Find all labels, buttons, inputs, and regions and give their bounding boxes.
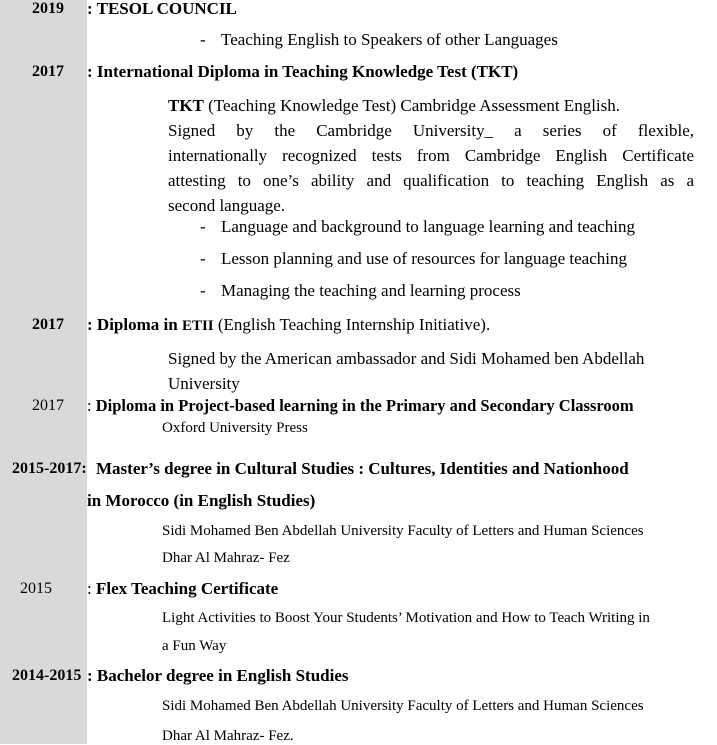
entry-year: 2017 [32, 63, 64, 80]
entry-year: 2017 [32, 316, 64, 333]
entry-title: : Diploma in ETII (English Teaching Internship Initiative). [87, 315, 491, 334]
entry-description: Light Activities to Boost Your Students’ Motivation and How to Teach Writing in [162, 610, 650, 626]
entry-title: : Flex Teaching Certificate [87, 579, 279, 598]
entry-title: : International Diploma in Teaching Knowledge Test (TKT) [87, 62, 519, 81]
entry-year: 2017 [32, 397, 64, 414]
entry-description: Dhar Al Mahraz- Fez. [162, 728, 294, 744]
entry-title: : Diploma in Project-based learning in the Primary and Secondary Classroom [87, 396, 634, 415]
entry-title: Master’s degree in Cultural Studies : Cultures, Identities and Nationhood [96, 459, 629, 478]
entry-description: Sidi Mohamed Ben Abdellah University Faculty of Letters and Human Sciences [162, 523, 644, 539]
entry-description: Dhar Al Mahraz- Fez [162, 550, 290, 566]
entry-description: TKT (Teaching Knowledge Test) Cambridge Assessment English. Signed by the Cambridge University_ a series of flexible, internationally recognized tests from Cambridge English Certificate attesting to one’s ability and qualification to teaching English as a second language. [168, 96, 694, 215]
entry-title: : Bachelor degree in English Studies [87, 666, 349, 685]
entry-description: Oxford University Press [162, 420, 308, 436]
year-column-shading [0, 0, 87, 744]
entry-description: Sidi Mohamed Ben Abdellah University Faculty of Letters and Human Sciences [162, 698, 644, 714]
entry-title: in Morocco (in English Studies) [87, 491, 316, 510]
entry-description: a Fun Way [162, 638, 227, 654]
entry-description: University [168, 374, 240, 393]
entry-description: Signed by the American ambassador and Sidi Mohamed ben Abdellah [168, 349, 645, 368]
entry-year: 2015-2017: [12, 460, 87, 477]
entry-title: : TESOL COUNCIL [87, 0, 237, 18]
entry-year: 2019 [32, 0, 64, 17]
entry-year: 2015 [20, 580, 52, 597]
entry-year: 2014-2015 [12, 667, 82, 684]
